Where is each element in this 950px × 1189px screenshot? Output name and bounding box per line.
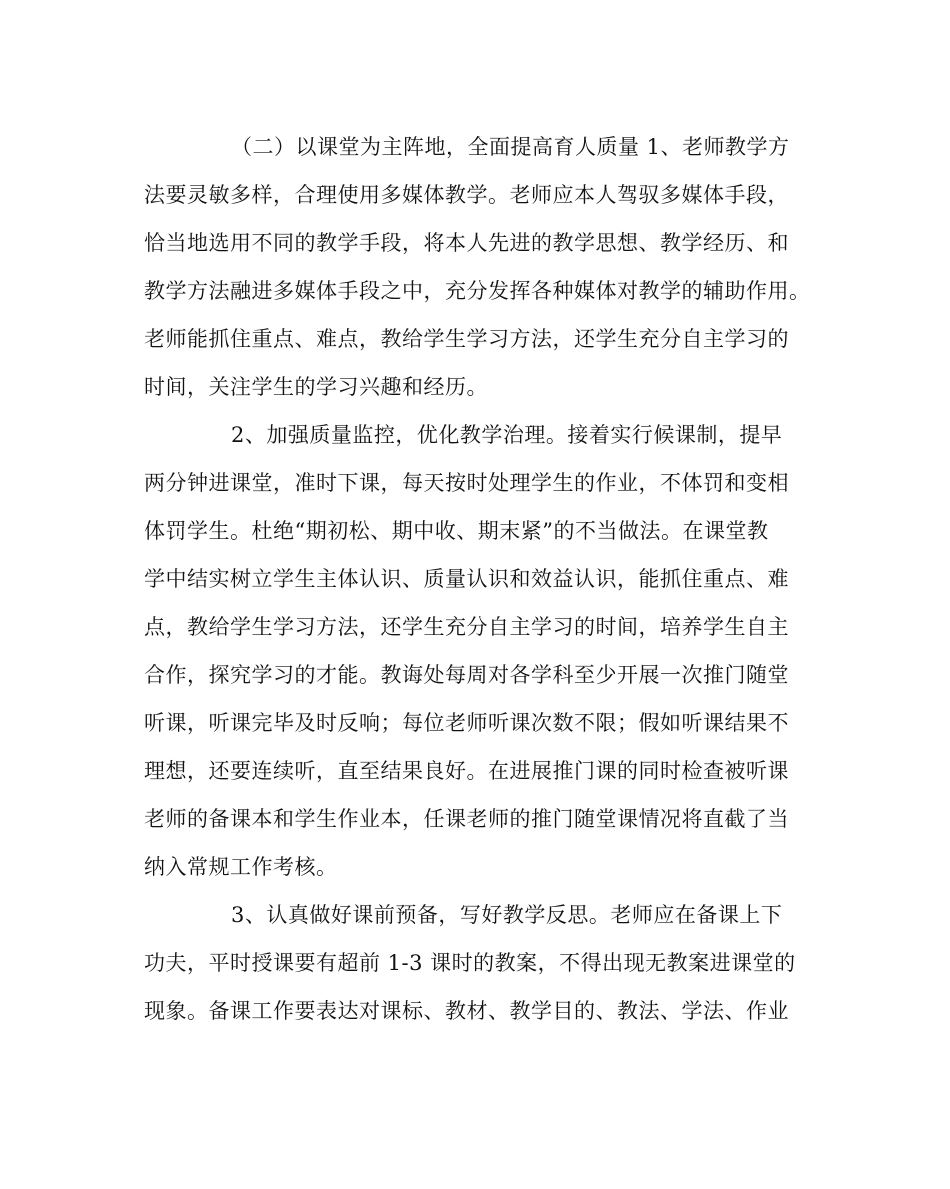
paragraph-1-line-5: 老师能抓住重点、难点，教给学生学习方法，还学生充分自主学习的 <box>144 327 789 351</box>
paragraph-1-line-2: 法要灵敏多样，合理使用多媒体教学。老师应本人驾驭多媒体手段， <box>144 183 789 207</box>
paragraph-3-line-1: 3、认真做好课前预备，写好教学反思。老师应在备课上下 <box>231 903 783 927</box>
paragraph-2-line-9: 老师的备课本和学生作业本，任课老师的推门随堂课情况将直截了当 <box>144 807 789 831</box>
paragraph-2-line-2: 两分钟进课堂，准时下课，每天按时处理学生的作业，不体罚和变相 <box>144 471 789 495</box>
paragraph-3-line-3: 现象。备课工作要表达对课标、教材、教学目的、教法、学法、作业 <box>144 999 789 1023</box>
paragraph-1-line-1: （二）以课堂为主阵地，全面提高育人质量 1、老师教学方 <box>231 135 790 159</box>
paragraph-1-line-3: 恰当地选用不同的教学手段，将本人先进的教学思想、教学经历、和 <box>144 231 789 255</box>
paragraph-1-line-6: 时间，关注学生的学习兴趣和经历。 <box>144 375 488 399</box>
paragraph-2-line-10: 纳入常规工作考核。 <box>144 855 338 879</box>
paragraph-2-line-8: 理想，还要连续听，直至结果良好。在进展推门课的同时检查被听课 <box>144 759 789 783</box>
paragraph-1-line-4: 教学方法融进多媒体手段之中，充分发挥各种媒体对教学的辅助作用。 <box>144 279 811 303</box>
paragraph-2-line-7: 听课，听课完毕及时反响；每位老师听课次数不限；假如听课结果不 <box>144 711 789 735</box>
paragraph-2-line-6: 合作，探究学习的才能。教诲处每周对各学科至少开展一次推门随堂 <box>144 663 789 687</box>
paragraph-2-line-4: 学中结实树立学生主体认识、质量认识和效益认识，能抓住重点、难 <box>144 567 789 591</box>
paragraph-2-line-1: 2、加强质量监控，优化教学治理。接着实行候课制，提早 <box>231 423 783 447</box>
paragraph-3-line-2: 功夫，平时授课要有超前 1-3 课时的教案，不得出现无教案进课堂的 <box>144 951 796 975</box>
paragraph-2-line-3: 体罚学生。杜绝“期初松、期中收、期末紧”的不当做法。在课堂教 <box>144 519 769 543</box>
paragraph-2-line-5: 点，教给学生学习方法，还学生充分自主学习的时间，培养学生自主 <box>144 615 789 639</box>
